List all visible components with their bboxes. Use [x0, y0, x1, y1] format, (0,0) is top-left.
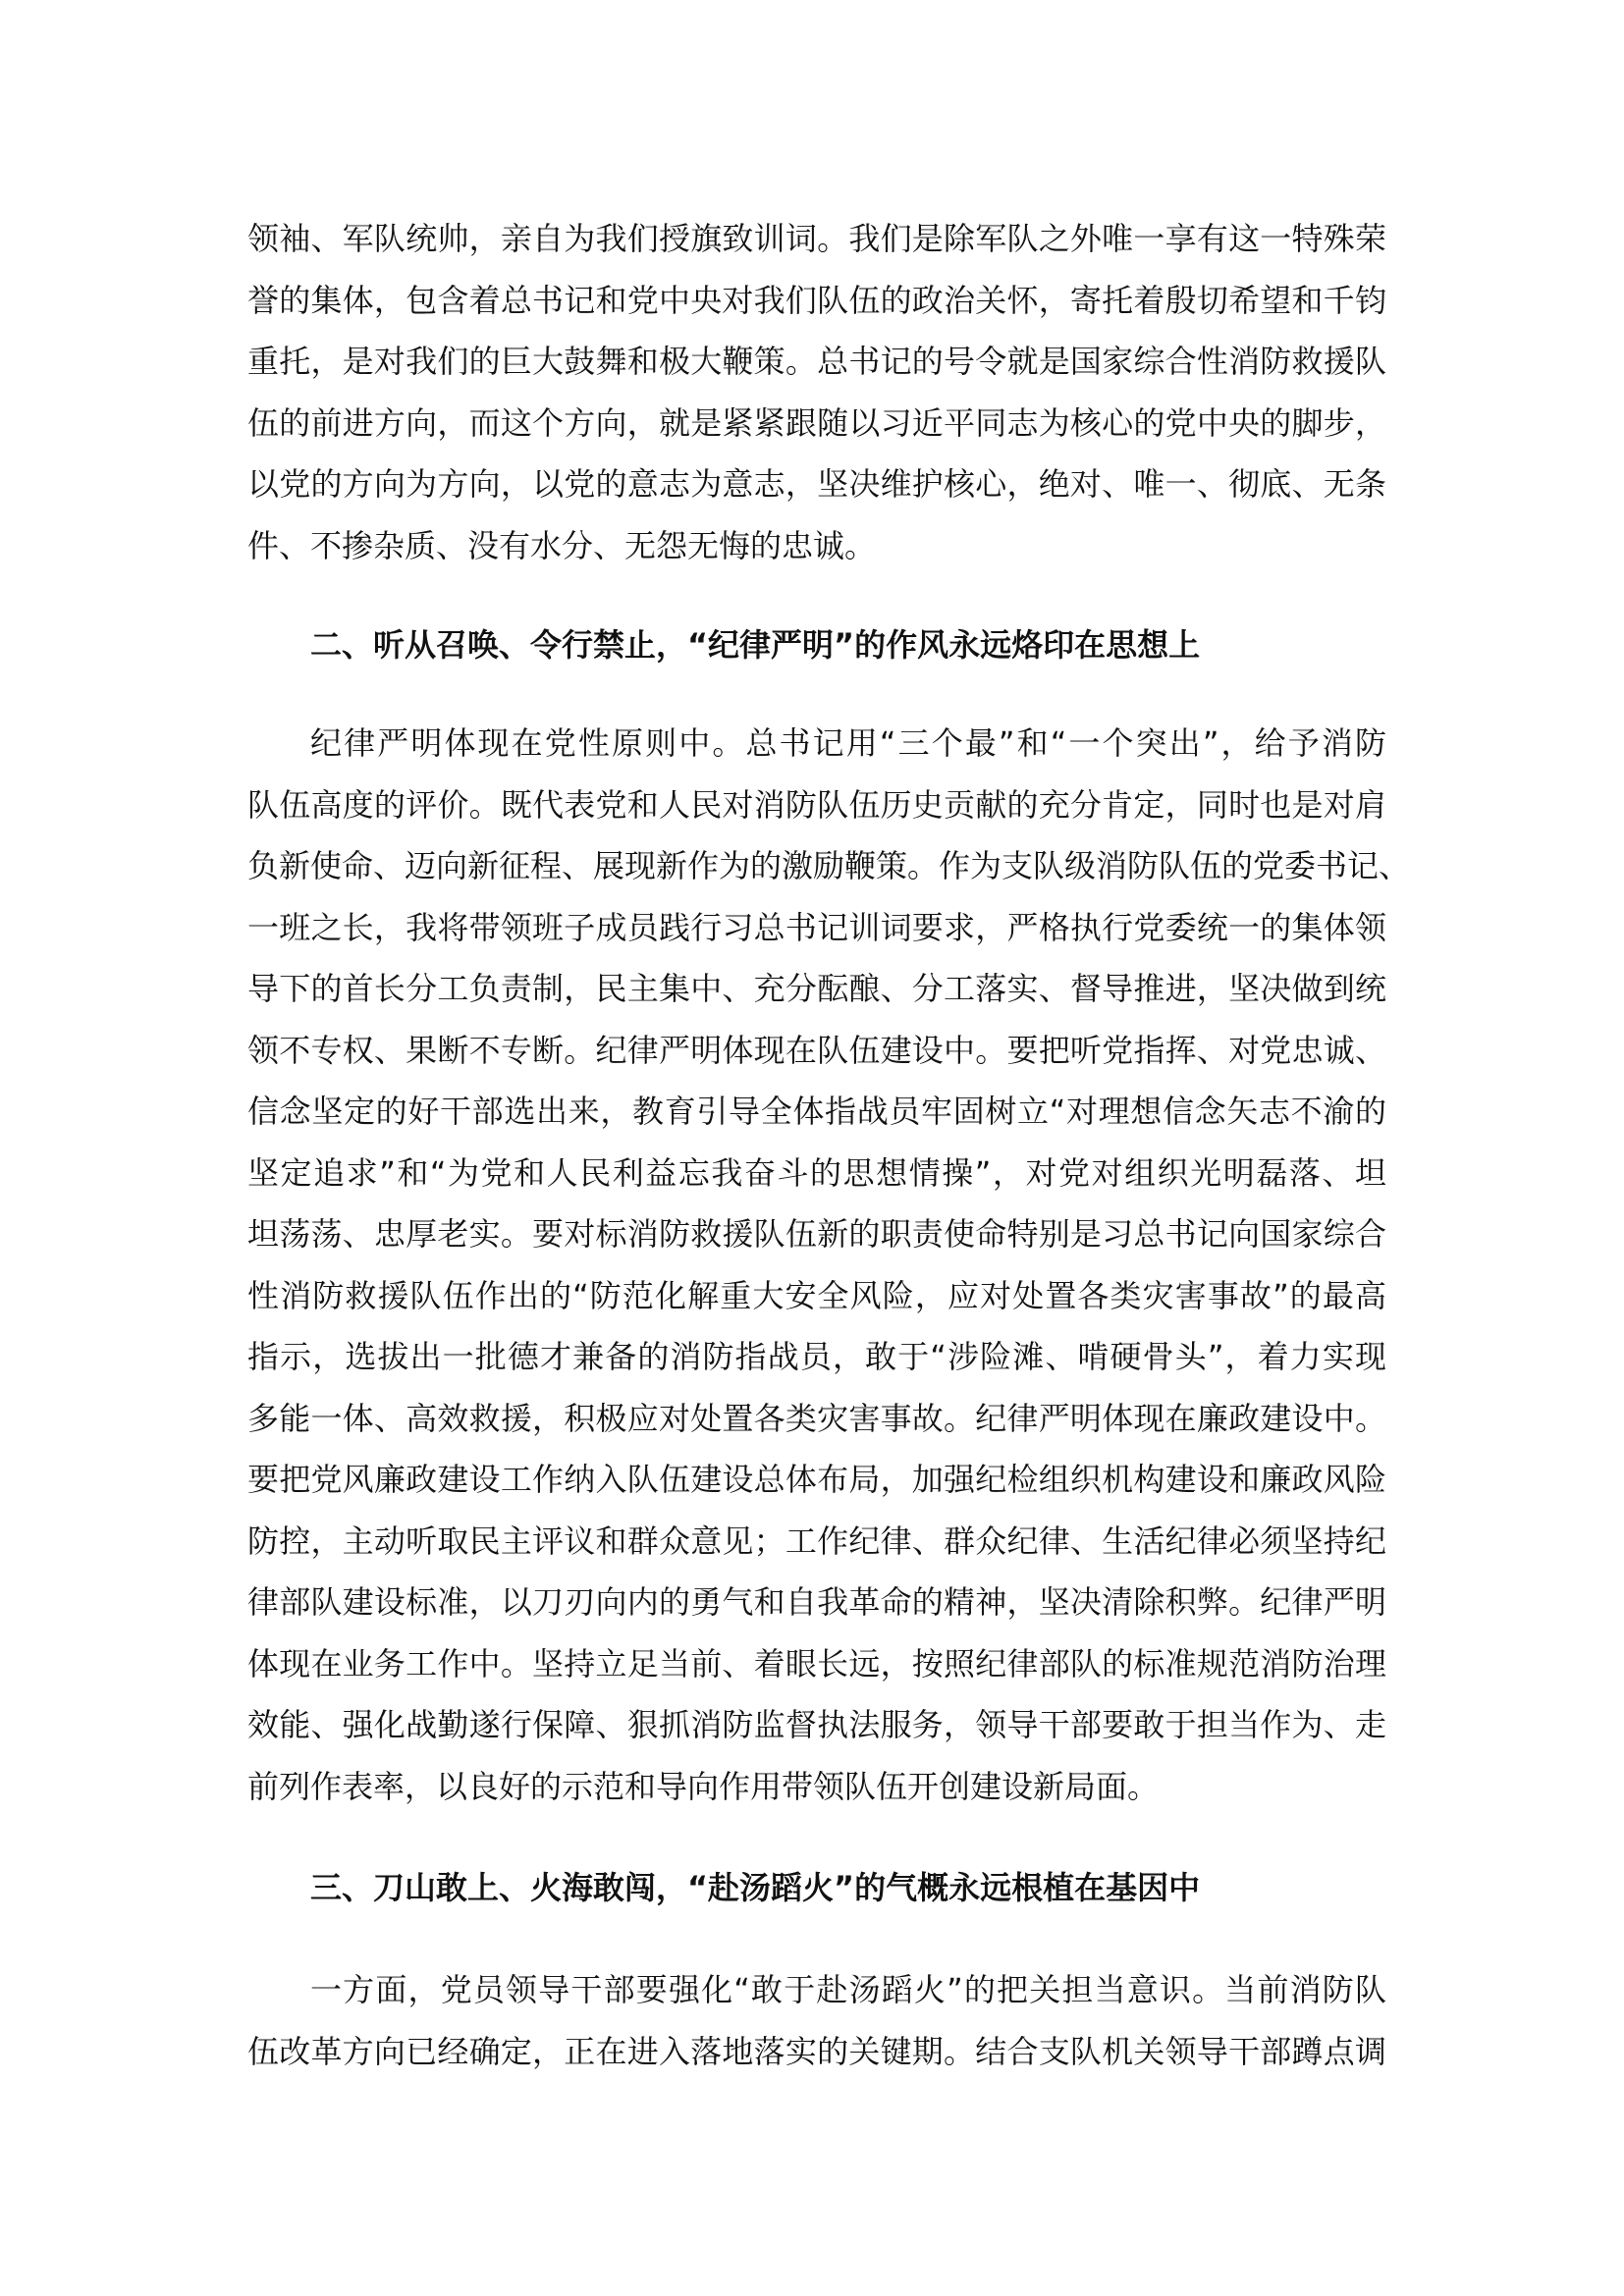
text-line: 防控，主动听取民主评议和群众意见；工作纪律、群众纪律、生活纪律必须坚持纪	[247, 1522, 1386, 1560]
section-heading-2	[247, 614, 1386, 676]
text-line: 要把党风廉政建设工作纳入队伍建设总体布局，加强纪检组织机构建设和廉政风险	[247, 1461, 1386, 1498]
text-line: 一方面，党员领导干部要强化“敢于赴汤蹈火”的把关担当意识。当前消防队	[310, 1971, 1386, 2008]
text-line: 导下的首长分工负责制，民主集中、充分酝酿、分工落实、督导推进，坚决做到统	[247, 970, 1386, 1007]
text-line: 领袖、军队统帅，亲自为我们授旗致训词。我们是除军队之外唯一享有这一特殊荣	[247, 220, 1386, 257]
text-line: 坚定追求”和“为党和人民利益忘我奋斗的思想情操”，对党对组织光明磊落、坦	[247, 1153, 1386, 1192]
paragraph-2	[247, 713, 1411, 1817]
text-line: 律部队建设标准，以刀刃向内的勇气和自我革命的精神，坚决清除积弊。纪律严明	[247, 1583, 1386, 1621]
text-line: 领不专权、果断不专断。纪律严明体现在队伍建设中。要把听党指挥、对党忠诚、	[247, 1031, 1386, 1069]
text-line: 伍改革方向已经确定，正在进入落地落实的关键期。结合支队机关领导干部蹲点调	[247, 2032, 1386, 2070]
text-line: 誉的集体，包含着总书记和党中央对我们队伍的政治关怀，寄托着殷切希望和千钧	[247, 281, 1386, 319]
text-line: 指示，选拔出一批德才兼备的消防指战员，敢于“涉险滩、啃硬骨头”，着力实现	[247, 1338, 1386, 1375]
text-line: 件、不掺杂质、没有水分、无怨无悔的忠诚。	[247, 526, 877, 564]
heading-text: 二、听从召唤、令行禁止，“纪律严明”的作风永远烙印在思想上	[310, 626, 1201, 664]
paragraph-3	[247, 1959, 1386, 2082]
text-line: 多能一体、高效救援，积极应对处置各类灾害事故。纪律严明体现在廉政建设中。	[247, 1399, 1386, 1437]
text-line: 坦荡荡、忠厚老实。要对标消防救援队伍新的职责使命特别是习总书记向国家综合	[247, 1215, 1386, 1253]
section-heading-3	[247, 1857, 1386, 1919]
text-line: 纪律严明体现在党性原则中。总书记用“三个最”和“一个突出”，给予消防	[310, 724, 1386, 762]
heading-text: 三、刀山敢上、火海敢闯，“赴汤蹈火”的气概永远根植在基因中	[310, 1869, 1201, 1906]
text-line: 以党的方向为方向，以党的意志为意志，坚决维护核心，绝对、唯一、彻底、无条	[247, 465, 1386, 503]
paragraph-1	[247, 208, 1386, 576]
text-line: 效能、强化战勤遂行保障、狠抓消防监督执法服务，领导干部要敢于担当作为、走	[247, 1706, 1386, 1743]
text-line: 前列作表率，以良好的示范和导向作用带领队伍开创建设新局面。	[247, 1767, 1160, 1805]
text-line: 伍的前进方向，而这个方向，就是紧紧跟随以习近平同志为核心的党中央的脚步，	[247, 403, 1386, 442]
text-line: 一班之长，我将带领班子成员践行习总书记训词要求，严格执行党委统一的集体领	[247, 908, 1386, 946]
text-line: 队伍高度的评价。既代表党和人民对消防队伍历史贡献的充分肯定，同时也是对肩	[247, 785, 1386, 824]
text-line: 重托，是对我们的巨大鼓舞和极大鞭策。总书记的号令就是国家综合性消防救援队	[247, 343, 1386, 380]
text-line: 性消防救援队伍作出的“防范化解重大安全风险，应对处置各类灾害事故”的最高	[247, 1276, 1386, 1314]
text-line: 体现在业务工作中。坚持立足当前、着眼长远，按照纪律部队的标准规范消防治理	[247, 1644, 1386, 1682]
text-line: 信念坚定的好干部选出来，教育引导全体指战员牢固树立“对理想信念矢志不渝的	[247, 1093, 1386, 1130]
text-line: 负新使命、迈向新征程、展现新作为的激励鞭策。作为支队级消防队伍的党委书记、	[247, 847, 1411, 884]
